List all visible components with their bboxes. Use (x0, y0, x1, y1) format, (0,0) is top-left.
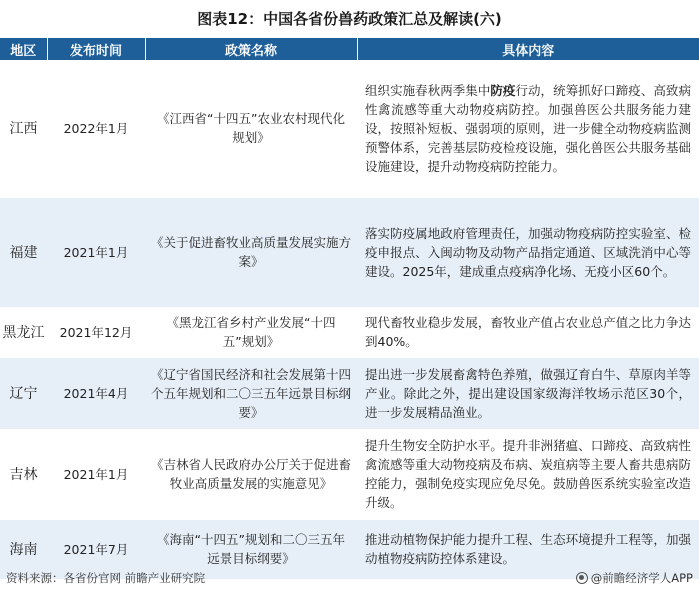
row-date: 2021年7月 (47, 519, 145, 579)
row-date: 2021年1月 (47, 429, 145, 519)
row-date: 2021年12月 (47, 307, 145, 357)
qianzhan-logo-icon (576, 572, 588, 584)
row-content-bold: 防疫 (490, 82, 516, 98)
table-row (0, 197, 699, 307)
row-content-part: 行动，统筹抓好口蹄疫、高致病性禽流感等重大动物疫病防控。加强兽医公共服务能力建设，按照补短板、强弱项的原则，进一步健全动物疫病监测预警体系，完善基层防疫检疫设施，强化兽医公共服务基础设施建设，提升动物疫病防控能力。 (365, 82, 691, 174)
row-policy: 《江西省“十四五”农业农村现代化规划》 (145, 60, 357, 197)
source-note: 资料来源：各省份官网 前瞻产业研究院 (6, 571, 206, 585)
row-content (357, 60, 699, 197)
table-header-row (0, 38, 699, 60)
row-region: 辽宁 (0, 357, 47, 429)
brand-credit (576, 568, 693, 588)
row-policy: 《吉林省人民政府办公厅关于促进畜牧业高质量发展的实施意见》 (145, 429, 357, 519)
row-date: 2021年4月 (47, 357, 145, 429)
table-row (0, 60, 699, 197)
row-content: 现代畜牧业稳步发展，畜牧业产值占农业总产值之比力争达到40%。 (357, 307, 699, 357)
header-content: 具体内容 (357, 38, 699, 60)
policy-table (0, 38, 699, 580)
table-row (0, 357, 699, 429)
table-row (0, 307, 699, 357)
footer (0, 568, 699, 588)
header-date: 发布时间 (47, 38, 145, 60)
header-region: 地区 (0, 38, 47, 60)
row-policy: 《海南“十四五”规划和二〇三五年远景目标纲要》 (145, 519, 357, 579)
row-region: 黑龙江 (0, 307, 47, 357)
page-title: 图表12：中国各省份兽药政策汇总及解读(六) (197, 10, 502, 28)
row-date: 2022年1月 (47, 60, 145, 197)
header-policy: 政策名称 (145, 38, 357, 60)
table-row (0, 429, 699, 519)
row-content: 落实防疫属地政府管理责任，加强动物疫病防控实验室、检疫申报点、入闽动物及动物产品指定通道、区域洗消中心等建设。2025年，建成重点疫病净化场、无疫小区60个。 (357, 197, 699, 307)
row-policy: 《关于促进畜牧业高质量发展实施方案》 (145, 197, 357, 307)
row-policy: 《黑龙江省乡村产业发展“十四五”规划》 (145, 307, 357, 357)
row-region: 海南 (0, 519, 47, 579)
row-date: 2021年1月 (47, 197, 145, 307)
row-region: 江西 (0, 60, 47, 197)
row-content: 推进动植物保护能力提升工程、生态环境提升工程等，加强动植物疫病防控体系建设。 (357, 519, 699, 579)
brand-text: @前瞻经济学人APP (590, 571, 693, 585)
row-content-part: 组织实施春秋两季集中 (365, 82, 491, 98)
row-content: 提升生物安全防护水平。提升非洲猪瘟、口蹄疫、高致病性禽流感等重大动物疫病及布病、炭疽病等主要人畜共患病防控能力，强制免疫实现应免尽免。鼓励兽医系统实验室改造升级。 (357, 429, 699, 519)
row-policy: 《辽宁省国民经济和社会发展第十四个五年规划和二〇三五年远景目标纲要》 (145, 357, 357, 429)
row-region: 福建 (0, 197, 47, 307)
row-region: 吉林 (0, 429, 47, 519)
row-content: 提出进一步发展畜禽特色养殖，做强辽育白牛、草原肉羊等产业。除此之外，提出建设国家级海洋牧场示范区30个，进一步发展精品渔业。 (357, 357, 699, 429)
